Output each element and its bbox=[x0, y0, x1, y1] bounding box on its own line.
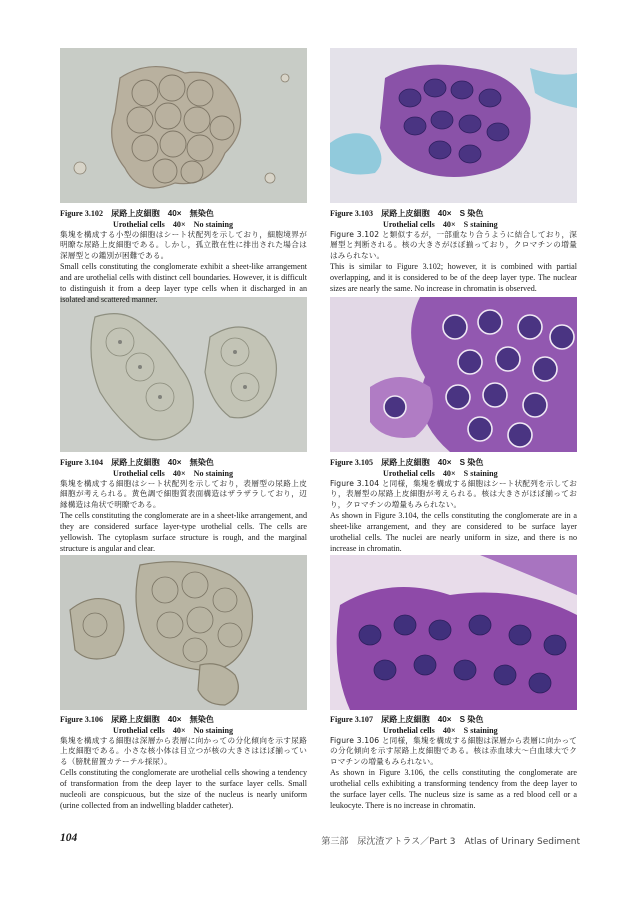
caption-text-en: Small cells constituting the conglomerate exhibit a sheet-like arrangement and are urothelial cells with distinct cell boundaries. However, it is difficult to distinguish it from a deep layer type cells when it discharged in an isolated and scattered manner. bbox=[60, 261, 307, 304]
figure-3-102-caption bbox=[60, 208, 307, 305]
figure-title-jp: 尿路上皮細胞 40× S 染色 bbox=[381, 715, 484, 724]
figure-3-102-photo bbox=[60, 48, 307, 203]
figure-subtitle: Urothelial cells 40× No staining bbox=[113, 469, 234, 478]
figure-subtitle: Urothelial cells 40× S staining bbox=[383, 726, 498, 735]
figure-3-103-photo bbox=[330, 48, 577, 203]
figure-label: Figure 3.103 bbox=[330, 209, 374, 218]
figure-3-105-caption bbox=[330, 457, 577, 554]
figure-label: Figure 3.107 bbox=[330, 715, 374, 724]
figure-subtitle: Urothelial cells 40× No staining bbox=[113, 220, 234, 229]
figure-3-107-caption bbox=[330, 714, 577, 811]
figure-label: Figure 3.105 bbox=[330, 458, 374, 467]
figure-title-jp: 尿路上皮細胞 40× 無染色 bbox=[111, 209, 214, 218]
figure-label: Figure 3.106 bbox=[60, 715, 104, 724]
figure-3-104-caption bbox=[60, 457, 307, 554]
figure-3-105-photo bbox=[330, 297, 577, 452]
figure-label: Figure 3.104 bbox=[60, 458, 104, 467]
figure-title-jp: 尿路上皮細胞 40× 無染色 bbox=[111, 715, 214, 724]
figure-label: Figure 3.102 bbox=[60, 209, 104, 218]
figure-title-jp: 尿路上皮細胞 40× S 染色 bbox=[381, 458, 484, 467]
caption-text-jp: 集塊を構成する細胞は深層から表層に向かっての分化傾向を示す尿路上皮細胞である。小さな核小体は目立つが核の大きさはほぼ揃っている（膀胱留置カテーテル採尿）。 bbox=[60, 736, 307, 766]
figure-subtitle: Urothelial cells 40× S staining bbox=[383, 220, 498, 229]
figure-3-103-caption bbox=[330, 208, 577, 294]
figure-3-106-photo bbox=[60, 555, 307, 710]
caption-text-en: Cells constituting the conglomerate are urothelial cells showing a tendency of transformation from the deep layer to the surface layer cells. Small nucleoli are conspicuous, but the size of the nucleus is nearly uniform (urine collected from an indwelling bladder catheter). bbox=[60, 767, 307, 810]
caption-text-jp: 集塊を構成する細胞はシート状配列を示しており，表層型の尿路上皮細胞が考えられる。黄色調で細胞質表面構造はザラザラしており，辺縁構造は角状で明瞭である。 bbox=[60, 479, 307, 509]
running-title: 第三部 尿沈渣アトラス／Part 3 Atlas of Urinary Sediment bbox=[321, 837, 580, 847]
figure-3-107-photo bbox=[330, 555, 577, 710]
caption-text-en: This is similar to Figure 3.102; however, it is combined with partial overlapping, and it is considered to be of the deep layer type. The nuclear sizes are nearly the same. No increase in chromatin is observed. bbox=[330, 261, 577, 293]
caption-text-jp: Figure 3.104 と同様，集塊を構成する細胞はシート状配列を示しており，表層型の尿路上皮細胞が考えられる。核は大きさがほぼ揃っており，クロマチンの増量もみられない。 bbox=[330, 479, 577, 509]
caption-text-en: As shown in Figure 3.104, the cells constituting the conglomerate are in a sheet-like arrangement, and they are considered to be surface layer urothelial cells. The nuclei are nearly uniform in size, and there is no increase in chromatin. bbox=[330, 510, 577, 553]
figure-3-106-caption bbox=[60, 714, 307, 811]
caption-text-jp: Figure 3.106 と同様，集塊を構成する細胞は深層から表層に向かっての分化傾向を示す尿路上皮細胞である。核は赤血球大〜白血球大でクロマチンの増量もみられない。 bbox=[330, 736, 577, 766]
figure-subtitle: Urothelial cells 40× S staining bbox=[383, 469, 498, 478]
figure-title-jp: 尿路上皮細胞 40× S 染色 bbox=[381, 209, 484, 218]
caption-text-en: As shown in Figure 3.106, the cells constituting the conglomerate are urothelial cells exhibiting a transforming tendency from the deep layer to the surface layer cells. The nucleus size is same as a red blood cell or a leukocyte. There is no increase in chromatin. bbox=[330, 767, 577, 810]
caption-text-en: The cells constituting the conglomerate are in a sheet-like arrangement, and they are considered surface layer-type urothelial cells. The cells are yellowish. The cytoplasm surface structure is rough, and the marginal structure is angular and clear. bbox=[60, 510, 307, 553]
figure-3-104-photo bbox=[60, 297, 307, 452]
figure-subtitle: Urothelial cells 40× No staining bbox=[113, 726, 234, 735]
caption-text-jp: 集塊を構成する小型の細胞はシート状配列を示しており，細胞境界が明瞭な尿路上皮細胞である。しかし，孤立散在性に排出された場合は深層型との鑑別が困難である。 bbox=[60, 230, 307, 260]
page-number: 104 bbox=[60, 832, 78, 844]
caption-text-jp: Figure 3.102 と類似するが，一部重なり合うように結合しており，深層型と判断される。核の大きさがほぼ揃っており，クロマチンの増量はみられない。 bbox=[330, 230, 577, 260]
figure-title-jp: 尿路上皮細胞 40× 無染色 bbox=[111, 458, 214, 467]
